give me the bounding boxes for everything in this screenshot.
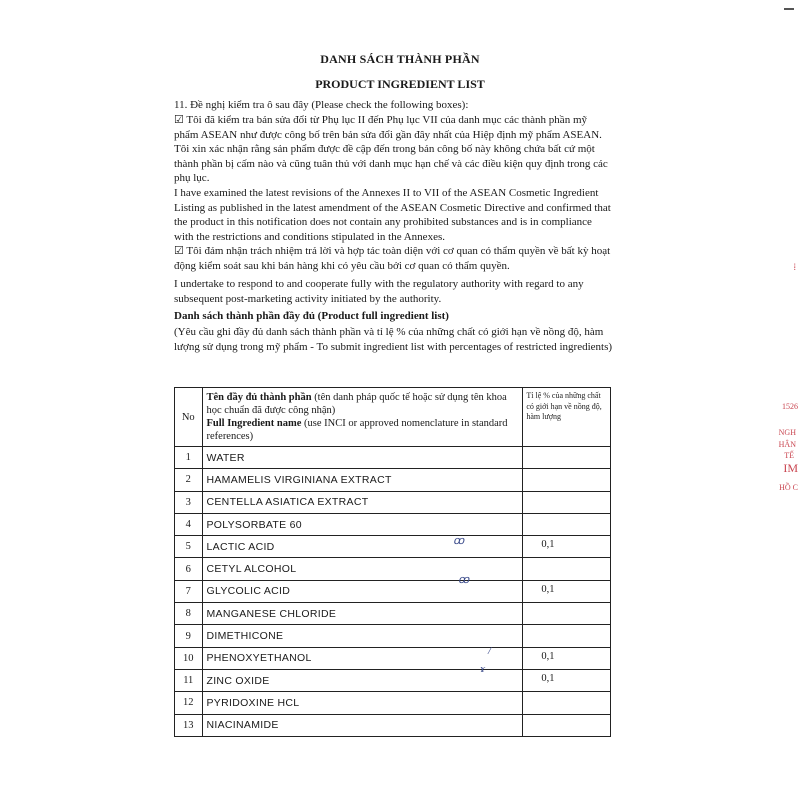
ingredient-name: GLYCOLIC ACID [202, 580, 523, 602]
table-row [175, 513, 611, 535]
ingredient-percentage [523, 625, 611, 647]
ingredient-name: DIMETHICONE [202, 625, 523, 647]
ingredient-percentage [523, 692, 611, 714]
ingredient-percentage [523, 558, 611, 580]
row-number: 13 [175, 714, 203, 736]
table-row [175, 447, 611, 469]
handwritten-mark: ꝏ [453, 535, 465, 547]
table-row [175, 714, 611, 736]
ingredient-name: ZINC OXIDE [202, 669, 523, 691]
table-row [175, 469, 611, 491]
checkbox-statement-2-en: I undertake to respond to and cooperate fully with the regulatory authority with regard to any subsequent post-marketing activity initiated by the authority. [174, 278, 584, 305]
header-name-bold-en: Full Ingredient name [206, 418, 302, 429]
ingredient-name: PHENOXYETHANOL [202, 647, 523, 669]
ingredient-name: NIACINAMIDE [202, 714, 523, 736]
item-11-instruction: 11. Đề nghị kiểm tra ô sau đây (Please check the following boxes): [174, 99, 469, 111]
row-number: 3 [175, 491, 203, 513]
table-row [175, 692, 611, 714]
row-number: 9 [175, 625, 203, 647]
row-number: 1 [175, 447, 203, 469]
stamp-fragment: HÂN [778, 440, 796, 449]
row-number: 12 [175, 692, 203, 714]
ingredient-percentage: 0,1 [523, 580, 611, 602]
full-list-note: (Yêu cầu ghi đầy đủ danh sách thành phần và tỉ lệ % của những chất có giới hạn về nồng độ, hàm lượng sử dụng trong mỹ phẩm - To submit ingredient list with percentages of restricted ingredients) [174, 326, 613, 353]
ingredient-name: CETYL ALCOHOL [202, 558, 523, 580]
stamp-fragment: HỒ C [779, 483, 798, 492]
row-number: 6 [175, 558, 203, 580]
header-name-bold-vi: Tên đầy đủ thành phần [206, 392, 312, 403]
ingredient-percentage: 0,1 [523, 536, 611, 558]
checkbox-statement-1-vi: ☑ Tôi đã kiểm tra bản sửa đổi từ Phụ lục II đến Phụ lục VII của danh mục các thành phần mỹ phẩm ASEAN như được công bố trên bản sửa đổi gần đây nhất của Hiệp định mỹ phẩm ASEAN. Tôi xin xác nhận rằng sản phẩm được đề cập đến trong bản công bố này không chứa bất cứ một thành phần bị cấm nào và cũng tuân thủ với danh mục hạn chế và các điều kiện quy định trong các phụ lục. [174, 114, 608, 184]
ingredient-percentage [523, 603, 611, 625]
row-number: 8 [175, 603, 203, 625]
header-no: No [175, 388, 203, 447]
table-header-row [175, 388, 611, 447]
ingredient-name: HAMAMELIS VIRGINIANA EXTRACT [202, 469, 523, 491]
ingredient-percentage [523, 447, 611, 469]
handwritten-mark: ɤ [480, 663, 486, 675]
row-number: 2 [175, 469, 203, 491]
ingredient-percentage [523, 469, 611, 491]
stamp-fragment: TẾ [784, 451, 794, 460]
row-number: 11 [175, 669, 203, 691]
ingredient-name: CENTELLA ASIATICA EXTRACT [202, 491, 523, 513]
ingredient-table-body [175, 447, 611, 737]
ingredient-percentage [523, 513, 611, 535]
ingredient-name: MANGANESE CHLORIDE [202, 603, 523, 625]
ingredient-table [174, 387, 611, 737]
ingredient-name: PYRIDOXINE HCL [202, 692, 523, 714]
checkbox-statement-2-vi: ☑ Tôi đảm nhận trách nhiệm trả lời và hợp tác toàn diện với cơ quan có thẩm quyền về bất kỳ hoạt động kiểm soát sau khi bán hàng khi có yêu cầu bởi cơ quan có thẩm quyền. [174, 245, 611, 272]
ingredient-name: WATER [202, 447, 523, 469]
document-title-vi: DANH SÁCH THÀNH PHẦN [320, 52, 480, 66]
header-percentage: Tỉ lệ % của những chất có giới hạn về nồng độ, hàm lượng [523, 388, 611, 447]
stamp-fragment: 1526 [782, 402, 798, 411]
header-name-en: (use INCI or approved nomenclature in standard references) [206, 418, 508, 442]
row-number: 10 [175, 647, 203, 669]
table-row [175, 491, 611, 513]
ingredient-name: LACTIC ACID [202, 536, 523, 558]
table-row [175, 580, 611, 602]
ingredient-percentage: 0,1 [523, 669, 611, 691]
ingredient-percentage: 0,1 [523, 647, 611, 669]
handwritten-mark: ꝏ [458, 574, 470, 586]
handwritten-mark: / [488, 645, 492, 657]
header-ingredient-name [202, 388, 523, 447]
header-name-vi: (tên danh pháp quốc tế hoặc sử dụng tên khoa học chuẩn đã được công nhận) [206, 392, 507, 416]
table-row [175, 669, 611, 691]
document-title-en: PRODUCT INGREDIENT LIST [315, 77, 485, 91]
row-number: 5 [175, 536, 203, 558]
scan-mark [784, 8, 794, 10]
row-number: 7 [175, 580, 203, 602]
table-row [175, 603, 611, 625]
checkbox-statement-1-en: I have examined the latest revisions of the Annexes II to VII of the ASEAN Cosmetic Ingredient Listing as published in the latest amendment of the ASEAN Cosmetic Directive and confirmed that the product in this notification does not contain any prohibited substances and is in compliance with the restrictions and conditions stipulated in the Annexes. [174, 187, 611, 243]
table-row [175, 625, 611, 647]
ingredient-percentage [523, 491, 611, 513]
full-list-heading: Danh sách thành phần đầy đủ (Product full ingredient list) [174, 310, 449, 322]
ingredient-name: POLYSORBATE 60 [202, 513, 523, 535]
stamp-fragment-mark: ⁞ [793, 262, 796, 272]
row-number: 4 [175, 513, 203, 535]
table-row [175, 558, 611, 580]
table-row [175, 536, 611, 558]
ingredient-percentage [523, 714, 611, 736]
stamp-fragment: IM [783, 461, 798, 475]
table-row [175, 647, 611, 669]
stamp-fragment: NGH [778, 428, 796, 437]
